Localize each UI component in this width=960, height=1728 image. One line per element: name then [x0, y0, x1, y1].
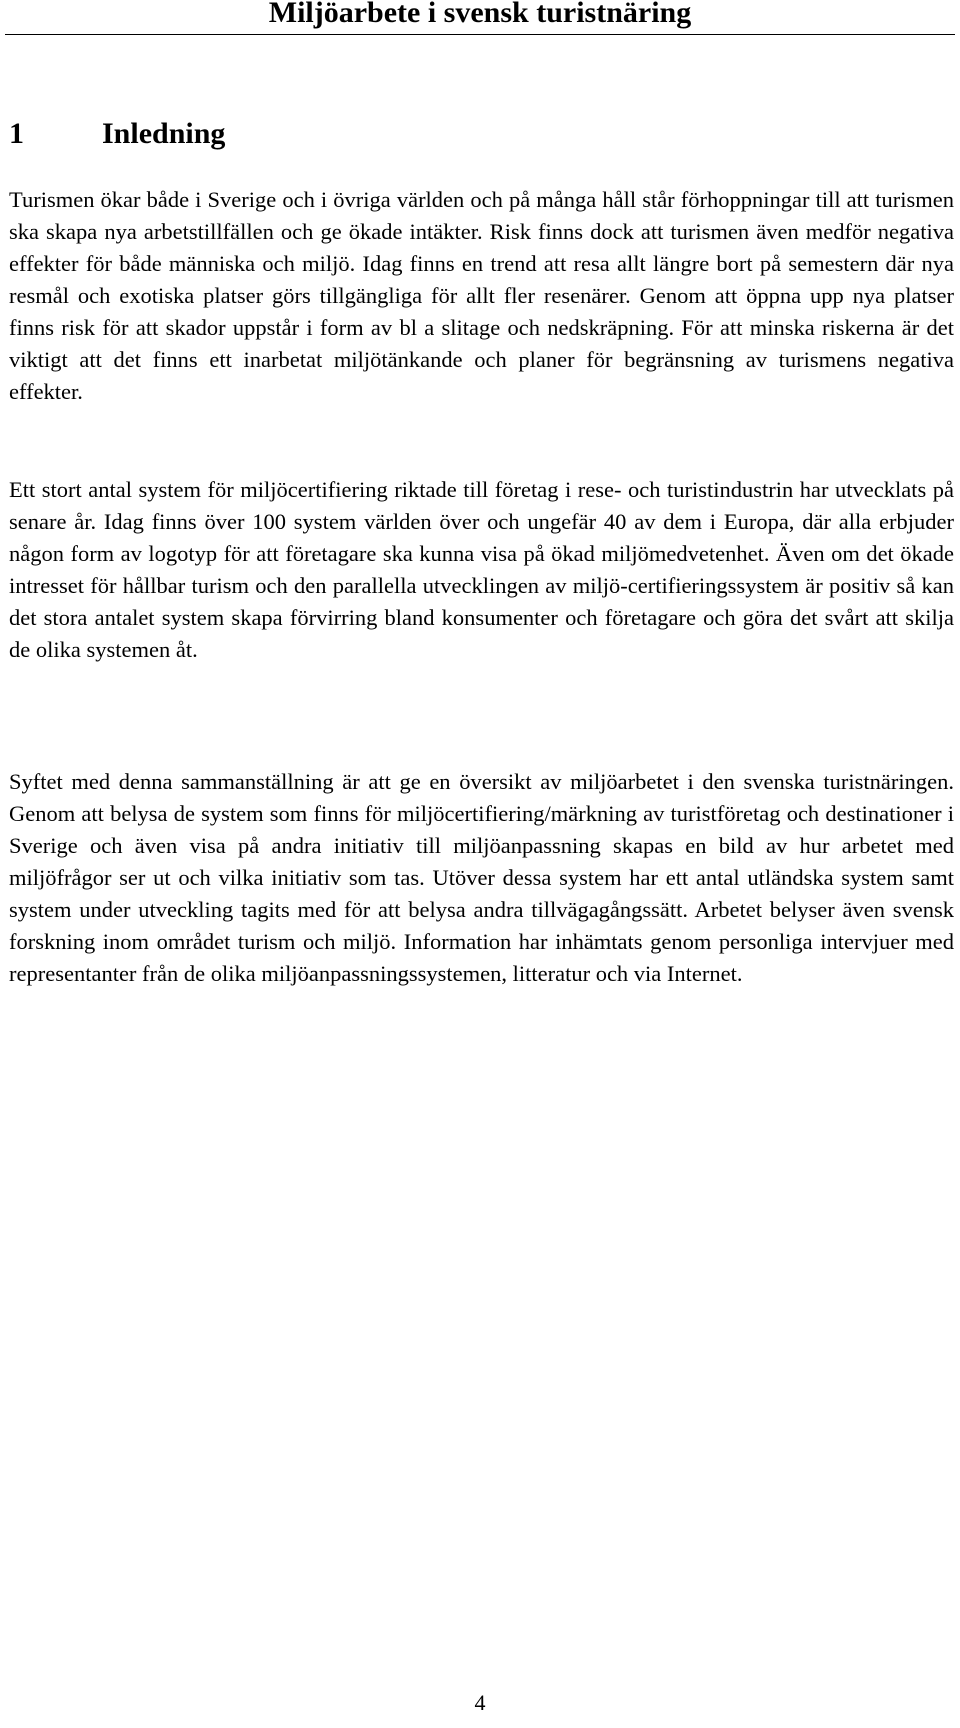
running-header-title: Miljöarbete i svensk turistnäring: [268, 0, 692, 29]
paragraph-purpose: Syftet med denna sammanställning är att ge en översikt av miljöarbetet i den svenska turistnäringen. Genom att belysa de system som finns för miljöcertifiering/märkning av turistföretag och destinationer i Sverige och även visa på andra initiativ till miljöanpassning skapas en bild av hur arbetet med miljöfrågor ser ut och vilka initiativ som tas. Utöver dessa system har ett antal utländska system samt system under utveckling tagits med för att belysa andra tillvägagångssätt. Arbetet belyser även svensk forskning inom området turism och miljö. Information har inhämtats genom personliga intervjuer med representanter från de olika miljöanpassningssystemen, litteratur och via Internet.: [9, 769, 954, 986]
paragraph-certification: Ett stort antal system för miljöcertifiering riktade till företag i rese- och turistindustrin har utvecklats på senare år. Idag finns över 100 system världen över och ungefär 40 av dem i Europa, där alla erbjuder någon form av logotyp för att företagare ska kunna visa på ökad miljömedvetenhet. Även om det ökade intresset för hållbar turism och den parallella utvecklingen av miljö-certifieringssystem är positiv så kan det stora antalet system skapa förvirring bland konsumenter och företagare och göra det svårt att skilja de olika systemen åt.: [9, 477, 954, 662]
running-header: [5, 0, 955, 35]
paragraph-intro: Turismen ökar både i Sverige och i övriga världen och på många håll står förhoppningar till att turismen ska skapa nya arbetstillfällen och ge ökade intäkter. Risk finns dock att turismen även medför negativa effekter för både människa och miljö. Idag finns en trend att resa allt längre bort på semestern där nya resmål och exotiska platser görs tillgängliga för allt fler resenärer. Genom att öppna upp nya platser finns risk för att skador uppstår i form av bl a slitage och nedskräpning. För att minska riskerna är det viktigt att det finns ett inarbetat miljötänkande och planer för begränsning av turismens negativa effekter.: [9, 187, 954, 404]
section-heading: [9, 116, 225, 152]
section-title: Inledning: [102, 117, 226, 150]
page-number: 4: [474, 1690, 486, 1715]
section-number: 1: [9, 117, 24, 150]
